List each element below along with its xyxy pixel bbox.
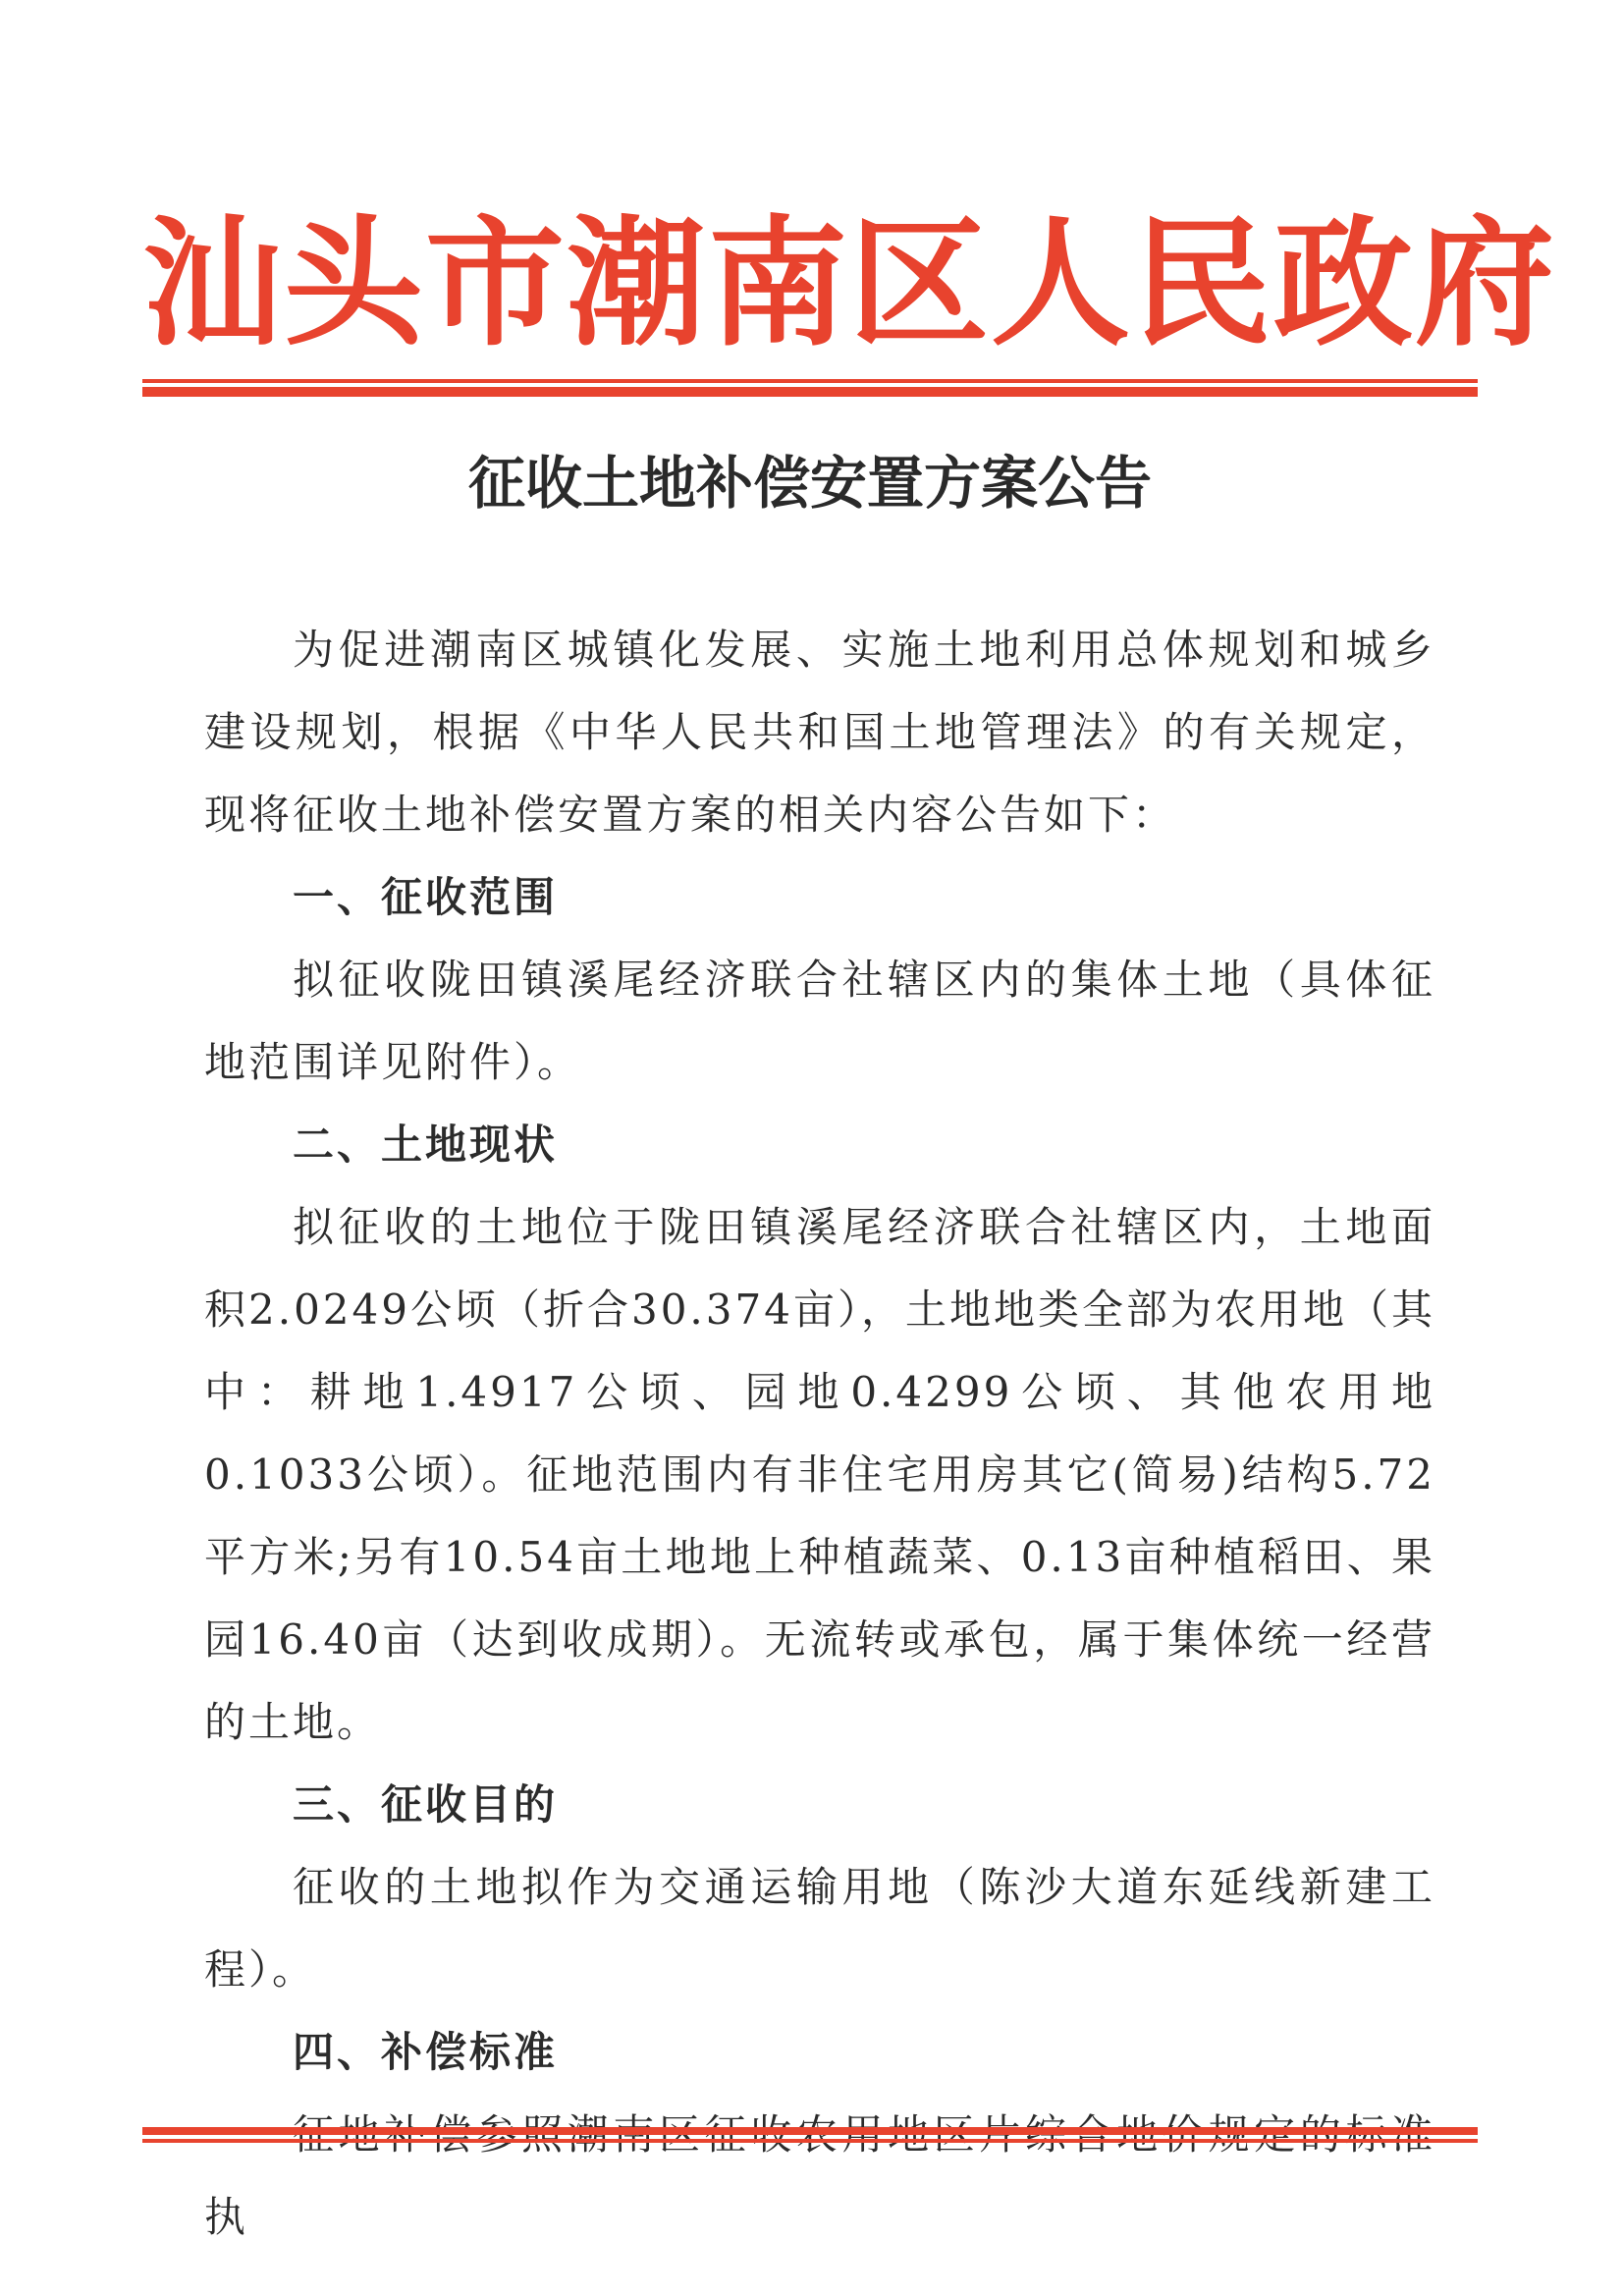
section-text-compensation: 执 xyxy=(204,2193,249,2241)
issuer-header: 汕头市潮南区人民政府 xyxy=(142,203,1556,365)
section-text-purpose: 征收的土地拟作为交通运输用地（陈沙大道东延线新建工程）。 xyxy=(204,1863,1435,1994)
section-heading-purpose: 三、征收目的 xyxy=(293,1780,559,1829)
document-title: 征收土地补偿安置方案公告 xyxy=(467,450,1152,517)
section-heading-land-status: 二、土地现状 xyxy=(293,1121,559,1169)
section-heading-scope: 一、征收范围 xyxy=(293,873,559,921)
section-text-scope: 拟征收陇田镇溪尾经济联合社辖区内的集体土地（具体征地范围详见附件）。 xyxy=(204,956,1435,1086)
section-text-land-status: 拟征收的土地位于陇田镇溪尾经济联合社辖区内，土地面积2.0249公顷（折合30.374亩），土地地类全部为农用地（其中：耕地1.4917公顷、园地0.4299公顷、其他农用地0.1033公顷）。征地范围内有非住宅用房其它(简易)结构5.72平方米;另有10.54亩土地地上种植蔬菜、0.13亩种植稻田、果园16.40亩（达到收成期）。无流转或承包，属于集体统一经营的土地。 xyxy=(204,1203,1435,1746)
header-red-rule xyxy=(142,379,1478,397)
section-heading-compensation: 四、补偿标准 xyxy=(293,2028,559,2076)
intro-paragraph: 为促进潮南区城镇化发展、实施土地利用总体规划和城乡建设规划，根据《中华人民共和国土地管理法》的有关规定，现将征收土地补偿安置方案的相关内容公告如下： xyxy=(204,626,1435,839)
footer-red-rule xyxy=(142,2127,1478,2143)
document-body xyxy=(204,609,1435,2259)
